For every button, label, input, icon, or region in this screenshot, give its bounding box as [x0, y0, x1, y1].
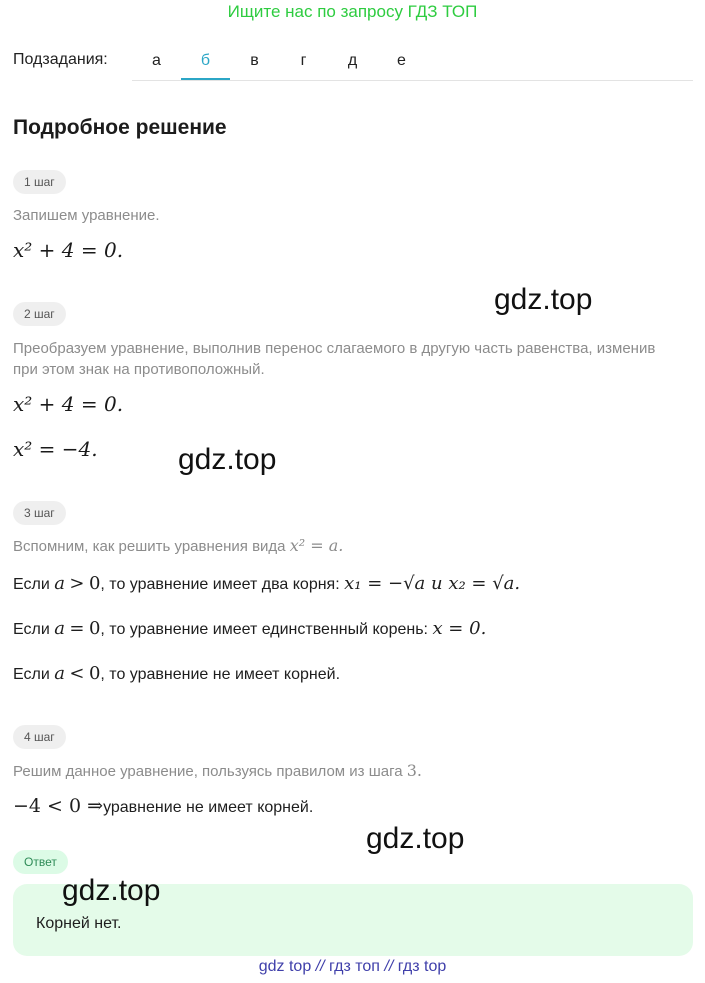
step-3-badge: 3 шаг: [13, 501, 66, 525]
step-2-text: Преобразуем уравнение, выполнив перенос слагаемого в другую часть равенства, изменив при этом знак на противоположный.: [13, 340, 656, 378]
rule-negative-val: 0: [88, 663, 101, 684]
watermark: gdz.top: [494, 283, 593, 316]
step-4-conclusion: [13, 795, 313, 817]
step-2-equation-1: x² + 4 = 0.: [13, 392, 124, 416]
rule-positive-prefix: Если: [13, 576, 50, 593]
rule-positive-text: , то уравнение имеет два корня:: [100, 576, 340, 593]
step-4-text-words: Решим данное уравнение, пользуясь правилом из шага: [13, 763, 403, 780]
footer-separator: //: [315, 958, 325, 975]
rule-positive-val: 0: [88, 573, 101, 594]
step-1-equation: x² + 4 = 0.: [13, 238, 124, 262]
footer-separator: //: [384, 958, 394, 975]
step-1-text: Запишем уравнение.: [13, 207, 160, 224]
step-3-text-math: x² = a.: [289, 536, 344, 555]
watermark: gdz.top: [62, 874, 161, 907]
rule-positive-sign: >: [69, 573, 85, 594]
watermark: gdz.top: [366, 822, 465, 855]
rule-negative: [13, 663, 340, 684]
rule-zero-val: 0: [88, 618, 101, 639]
search-hint-banner: Ищите нас по запросу ГДЗ ТОП: [227, 2, 478, 21]
tab-a[interactable]: а: [152, 52, 161, 69]
rule-zero-text: , то уравнение имеет единственный корень:: [100, 621, 428, 638]
footer-link-gdz-top[interactable]: gdz top: [258, 958, 312, 975]
rule-negative-var: a: [54, 663, 65, 684]
rule-negative-text: , то уравнение не имеет корней.: [100, 666, 341, 683]
rule-positive-roots: x₁ = −√a и x₂ = √a.: [344, 573, 521, 594]
step-4-conclusion-text: уравнение не имеет корней.: [103, 799, 314, 816]
tab-v[interactable]: в: [250, 52, 259, 69]
rule-zero-roots: x = 0.: [432, 618, 487, 639]
rule-zero-var: a: [54, 618, 65, 639]
footer-link-gdz-top-mixed[interactable]: гдз top: [397, 958, 447, 975]
footer-link-gdz-top-ru[interactable]: гдз топ: [329, 958, 380, 975]
rule-zero-prefix: Если: [13, 621, 50, 638]
step-4-conclusion-math: −4 < 0 ⇒: [13, 795, 104, 817]
rule-positive: [13, 573, 520, 594]
step-2-badge: 2 шаг: [13, 302, 66, 326]
footer-links: [0, 958, 705, 976]
step-1-badge: 1 шаг: [13, 170, 66, 194]
tab-d[interactable]: д: [347, 52, 358, 69]
rule-zero: [13, 618, 486, 639]
rule-zero-sign: =: [69, 618, 85, 639]
tab-g[interactable]: г: [300, 52, 307, 69]
answer-text: Корней нет.: [36, 915, 122, 932]
subtasks-label: Подзадания:: [13, 51, 108, 68]
rule-negative-sign: <: [69, 663, 85, 684]
step-2-equation-2: x² = −4.: [13, 437, 98, 461]
step-4-badge: 4 шаг: [13, 725, 66, 749]
subtask-tabs: [132, 44, 693, 81]
watermark: gdz.top: [178, 443, 277, 476]
step-3-text: [13, 535, 343, 557]
step-4-text-math: 3.: [406, 761, 423, 780]
tab-b[interactable]: б: [181, 44, 230, 80]
answer-badge: Ответ: [13, 850, 68, 874]
step-3-text-words: Вспомним, как решить уравнения вида: [13, 538, 286, 555]
step-4-text: [13, 760, 422, 782]
rule-positive-var: a: [54, 573, 65, 594]
rule-negative-prefix: Если: [13, 666, 50, 683]
tab-e[interactable]: е: [397, 52, 406, 69]
solution-title: Подробное решение: [13, 116, 227, 139]
